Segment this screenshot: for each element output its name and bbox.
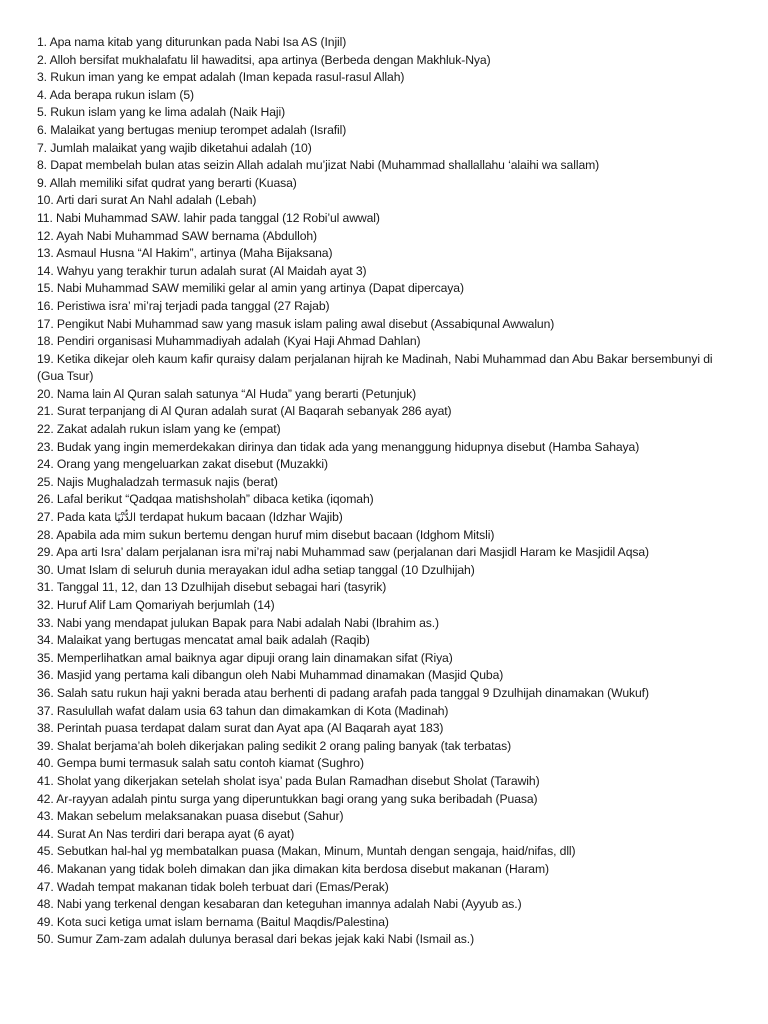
list-item: 10. Arti dari surat An Nahl adalah (Lebah) bbox=[37, 193, 257, 208]
list-item: 22. Zakat adalah rukun islam yang ke (empat) bbox=[37, 422, 281, 437]
list-item: 40. Gempa bumi termasuk salah satu contoh kiamat (Sughro) bbox=[37, 756, 364, 771]
list-item: 43. Makan sebelum melaksanakan puasa disebut (Sahur) bbox=[37, 809, 344, 824]
list-item: 33. Nabi yang mendapat julukan Bapak para Nabi adalah Nabi (Ibrahim as.) bbox=[37, 615, 440, 630]
list-item: 50. Sumur Zam-zam adalah dulunya berasal dari bekas jejak kaki Nabi (Ismail as.) bbox=[37, 932, 475, 947]
list-item: 37. Rasulullah wafat dalam usia 63 tahun dan dimakamkan di Kota (Madinah) bbox=[37, 703, 449, 718]
list-item: 4. Ada berapa rukun islam (5) bbox=[37, 87, 194, 102]
list-item: 17. Pengikut Nabi Muhammad saw yang masuk islam paling awal disebut (Assabiqunal Awwalun) bbox=[37, 316, 555, 331]
list-item: 48. Nabi yang terkenal dengan kesabaran dan keteguhan imannya adalah Nabi (Ayyub as.) bbox=[37, 897, 522, 912]
list-item: 29. Apa arti Isra’ dalam perjalanan isra mi’raj nabi Muhammad saw (perjalanan dari Masjidl Haram ke Masjidil Aqsa) bbox=[37, 545, 650, 560]
list-item: 28. Apabila ada mim sukun bertemu dengan huruf mim disebut bacaan (Idghom Mitsli) bbox=[37, 527, 495, 542]
list-item: 46. Makanan yang tidak boleh dimakan dan jika dimakan kita berdosa disebut makanan (Haram) bbox=[37, 861, 549, 876]
list-item: 5. Rukun islam yang ke lima adalah (Naik Haji) bbox=[37, 105, 286, 120]
list-item: 31. Tanggal 11, 12, dan 13 Dzulhijah disebut sebagai hari (tasyrik) bbox=[37, 580, 387, 595]
list-item: 8. Dapat membelah bulan atas seizin Allah adalah mu’jizat Nabi (Muhammad shallallahu ‘alaihi wa sallam) bbox=[37, 158, 600, 173]
list-item: 41. Sholat yang dikerjakan setelah sholat isya’ pada Bulan Ramadhan disebut Sholat (Tarawih) bbox=[37, 773, 540, 788]
list-item: 39. Shalat berjama’ah boleh dikerjakan paling sedikit 2 orang paling banyak (tak terbatas) bbox=[37, 738, 512, 753]
item-prefix: 27. Pada kata bbox=[37, 510, 115, 525]
list-item: 42. Ar-rayyan adalah pintu surga yang diperuntukkan bagi orang yang suka beribadah (Puasa) bbox=[37, 791, 538, 806]
list-item: 24. Orang yang mengeluarkan zakat disebut (Muzakki) bbox=[37, 457, 328, 472]
list-item: 18. Pendiri organisasi Muhammadiyah adalah (Kyai Haji Ahmad Dahlan) bbox=[37, 334, 421, 349]
list-item: 47. Wadah tempat makanan tidak boleh terbuat dari (Emas/Perak) bbox=[37, 879, 389, 894]
list-item bbox=[37, 509, 752, 527]
list-item: 23. Budak yang ingin memerdekakan dirinya dan tidak ada yang menanggung hidupnya disebut (Hamba Sahaya) bbox=[37, 439, 640, 454]
list-item: 21. Surat terpanjang di Al Quran adalah surat (Al Baqarah sebanyak 286 ayat) bbox=[37, 404, 452, 419]
list-item: 2. Alloh bersifat mukhalafatu lil hawaditsi, apa artinya (Berbeda dengan Makhluk-Nya) bbox=[37, 52, 491, 67]
list-item: 26. Lafal berikut “Qadqaa matishsholah” dibaca ketika (iqomah) bbox=[37, 492, 374, 507]
list-item: 44. Surat An Nas terdiri dari berapa ayat (6 ayat) bbox=[37, 826, 295, 841]
list-item: 7. Jumlah malaikat yang wajib diketahui adalah (10) bbox=[37, 140, 312, 155]
list-item: 14. Wahyu yang terakhir turun adalah surat (Al Maidah ayat 3) bbox=[37, 263, 367, 278]
list-item: 30. Umat Islam di seluruh dunia merayakan idul adha setiap tanggal (10 Dzulhijah) bbox=[37, 562, 475, 577]
list-item: 16. Peristiwa isra’ mi’raj terjadi pada tanggal (27 Rajab) bbox=[37, 298, 330, 313]
list-item: 11. Nabi Muhammad SAW. lahir pada tanggal (12 Robi’ul awwal) bbox=[37, 210, 380, 225]
list-item: 3. Rukun iman yang ke empat adalah (Iman kepada rasul-rasul Allah) bbox=[37, 70, 405, 85]
arabic-word: الدُّنْيَا bbox=[114, 511, 137, 525]
list-item: 45. Sebutkan hal-hal yg membatalkan puasa (Makan, Minum, Muntah dengan sengaja, haid/nifas, dll) bbox=[37, 844, 576, 859]
list-item: 9. Allah memiliki sifat qudrat yang berarti (Kuasa) bbox=[37, 175, 297, 190]
list-item: 13. Asmaul Husna “Al Hakim”, artinya (Maha Bijaksana) bbox=[37, 246, 333, 261]
list-item: 25. Najis Mughaladzah termasuk najis (berat) bbox=[37, 474, 278, 489]
list-item: 36. Salah satu rukun haji yakni berada atau berhenti di padang arafah pada tanggal 9 Dzulhijah dinamakan (Wukuf) bbox=[37, 685, 649, 700]
list-item: 35. Memperlihatkan amal baiknya agar dipuji orang lain dinamakan sifat (Riya) bbox=[37, 650, 453, 665]
list-item: 36. Masjid yang pertama kali dibangun oleh Nabi Muhammad dinamakan (Masjid Quba) bbox=[37, 668, 504, 683]
list-item: 34. Malaikat yang bertugas mencatat amal baik adalah (Raqib) bbox=[37, 633, 370, 648]
list-item: 15. Nabi Muhammad SAW memiliki gelar al amin yang artinya (Dapat dipercaya) bbox=[37, 281, 464, 296]
question-answer-list bbox=[37, 34, 752, 949]
list-item: 20. Nama lain Al Quran salah satunya “Al Huda” yang berarti (Petunjuk) bbox=[37, 386, 417, 401]
list-item: 1. Apa nama kitab yang diturunkan pada Nabi Isa AS (Injil) bbox=[37, 35, 347, 49]
item-suffix: terdapat hukum bacaan (Idzhar Wajib) bbox=[136, 510, 343, 525]
list-item: 6. Malaikat yang bertugas meniup terompet adalah (Israfil) bbox=[37, 122, 347, 137]
list-item: 49. Kota suci ketiga umat islam bernama (Baitul Maqdis/Palestina) bbox=[37, 914, 389, 929]
list-item: 32. Huruf Alif Lam Qomariyah berjumlah (14) bbox=[37, 598, 275, 612]
list-item: 12. Ayah Nabi Muhammad SAW bernama (Abdulloh) bbox=[37, 228, 318, 243]
list-item: 19. Ketika dikejar oleh kaum kafir quraisy dalam perjalanan hijrah ke Madinah, Nabi Muhammad dan Abu Bakar bersembunyi di (Gua Tsur) bbox=[37, 351, 713, 384]
list-item: 38. Perintah puasa terdapat dalam surat dan Ayat apa (Al Baqarah ayat 183) bbox=[37, 721, 444, 736]
